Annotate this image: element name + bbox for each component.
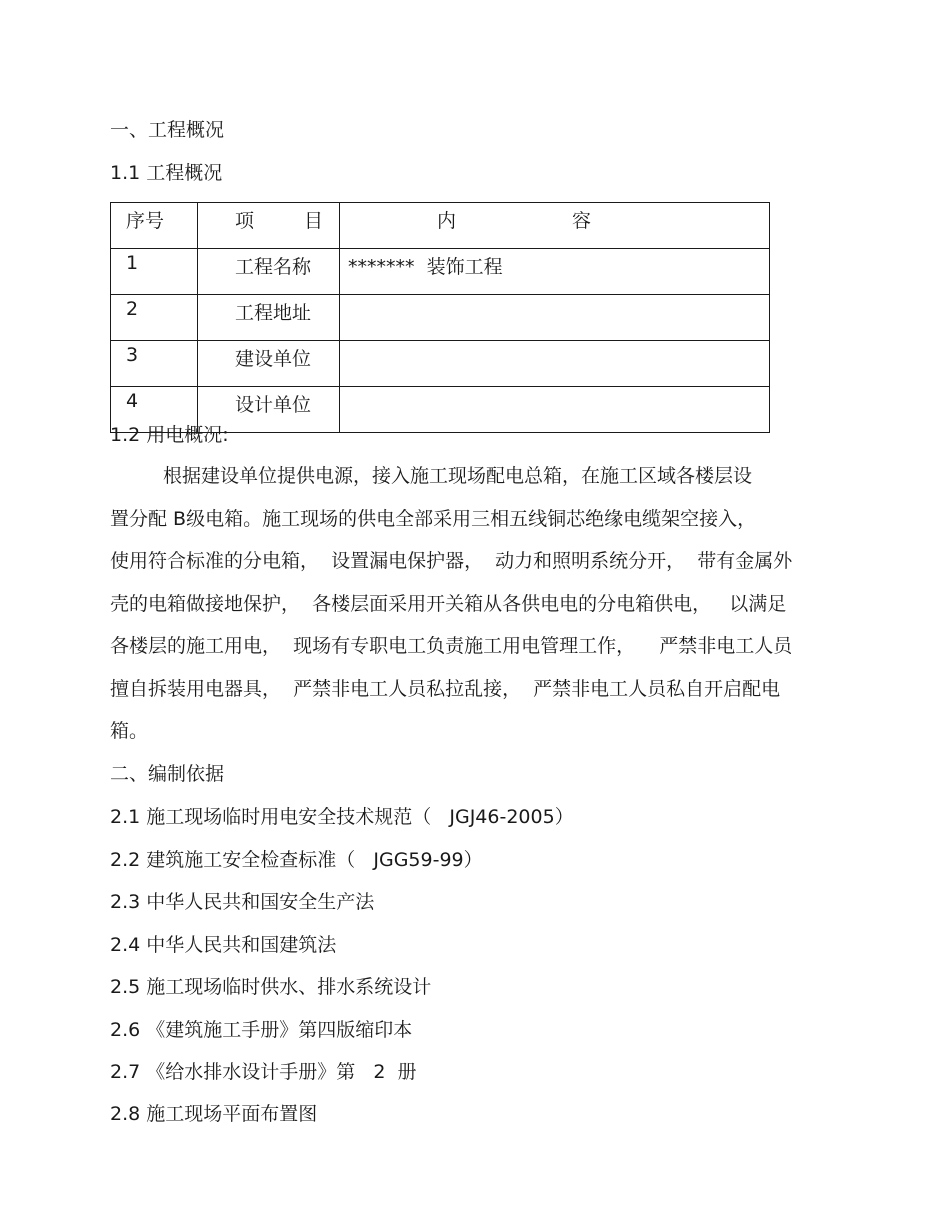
header-label-content: 内 容 <box>437 210 592 232</box>
paragraph-line: 置分配 B级电箱。施工现场的供电全部采用三相五线铜芯绝缘电缆架空接入， <box>110 508 757 530</box>
project-overview-table <box>110 202 770 433</box>
reference-item: 2.5 施工现场临时供水、排水系统设计 <box>110 976 432 998</box>
reference-item: 2.4 中华人民共和国建筑法 <box>110 934 337 956</box>
cell-content <box>340 249 770 295</box>
cell-text: 1 <box>126 252 139 274</box>
cell-text: 2 <box>126 298 139 320</box>
cell-text: 设计单位 <box>235 394 312 416</box>
header-cell-index <box>111 203 198 249</box>
reference-item: 2.8 施工现场平面布置图 <box>110 1103 318 1125</box>
table-row <box>111 295 770 341</box>
header-label-index: 序号 <box>126 210 165 232</box>
cell-item <box>198 295 340 341</box>
reference-item: 2.2 建筑施工安全检查标准（ JGG59-99） <box>110 849 483 871</box>
cell-index <box>111 341 198 387</box>
paragraph-line: 擅自拆装用电器具， 严禁非电工人员私拉乱接， 严禁非电工人员私自开启配电 <box>110 678 781 700</box>
paragraph-line: 根据建设单位提供电源，接入施工现场配电总箱，在施工区域各楼层设 <box>163 465 753 487</box>
header-cell-item <box>198 203 340 249</box>
section-heading-2: 二、编制依据 <box>110 763 225 785</box>
section-heading-1: 一、工程概况 <box>110 119 225 141</box>
cell-index <box>111 295 198 341</box>
paragraph-line: 各楼层的施工用电， 现场有专职电工负责施工用电管理工作， 严禁非电工人员 <box>110 635 793 657</box>
cell-item <box>198 249 340 295</box>
reference-item: 2.7 《给水排水设计手册》第 2 册 <box>110 1061 417 1083</box>
reference-item: 2.1 施工现场临时用电安全技术规范（ JGJ46-2005） <box>110 806 574 828</box>
table-header-row <box>111 203 770 249</box>
cell-index <box>111 249 198 295</box>
subsection-heading-1-1: 1.1 工程概况 <box>110 162 223 184</box>
subsection-heading-1-2: 1.2 用电概况: <box>110 424 229 446</box>
cell-item <box>198 341 340 387</box>
table-row <box>111 341 770 387</box>
cell-text: 4 <box>126 390 139 412</box>
header-label-item: 项 目 <box>235 210 324 232</box>
cell-text: 3 <box>126 344 139 366</box>
reference-item: 2.3 中华人民共和国安全生产法 <box>110 891 375 913</box>
table-row <box>111 249 770 295</box>
paragraph-line: 壳的电箱做接地保护， 各楼层面采用开关箱从各供电电的分电箱供电， 以满足 <box>110 593 787 615</box>
reference-item: 2.6 《建筑施工手册》第四版缩印本 <box>110 1019 413 1041</box>
header-cell-content <box>340 203 770 249</box>
cell-content <box>340 295 770 341</box>
cell-text: 建设单位 <box>235 348 312 370</box>
cell-text: 工程地址 <box>235 302 312 324</box>
paragraph-line: 箱。 <box>110 720 149 742</box>
cell-text: 工程名称 <box>235 256 312 278</box>
cell-text: ******* 装饰工程 <box>348 256 503 278</box>
cell-content <box>340 341 770 387</box>
cell-content <box>340 387 770 433</box>
paragraph-line: 使用符合标准的分电箱， 设置漏电保护器， 动力和照明系统分开， 带有金属外 <box>110 550 793 572</box>
